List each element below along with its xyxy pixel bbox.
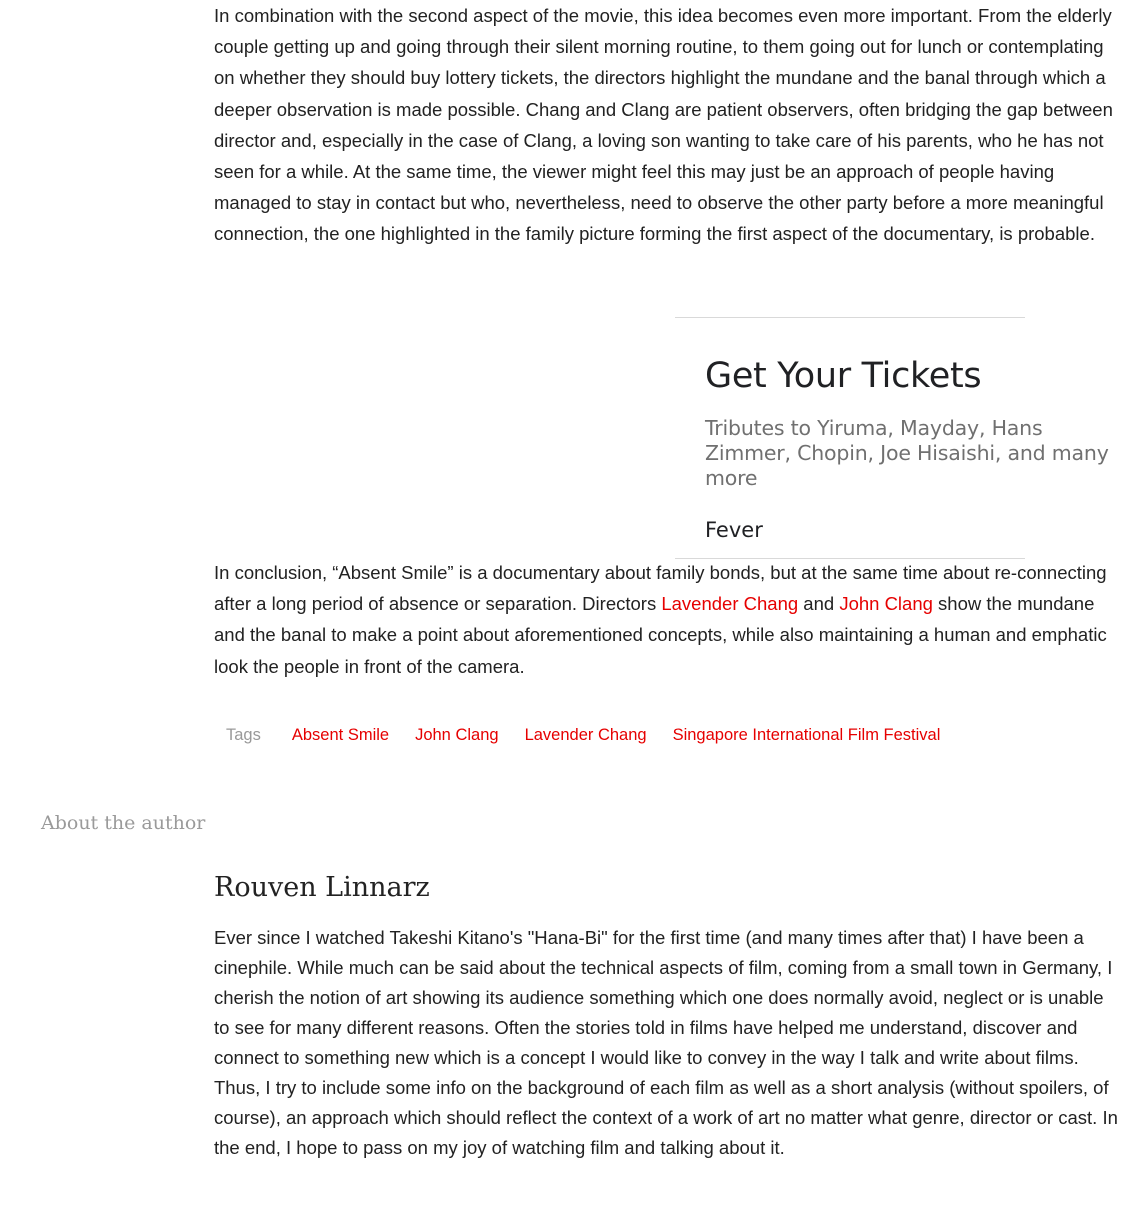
director-link-john-clang[interactable]: John Clang — [839, 593, 933, 615]
tag-john-clang[interactable]: John Clang — [415, 726, 499, 744]
tag-singapore-international-film-festival[interactable]: Singapore International Film Festival — [672, 726, 941, 744]
article-paragraph: In combination with the second aspect of the movie, this idea becomes even more important. From the elderly couple getting up and going through their silent morning routine, to them going out for lunch or contemplating on whether they should buy lottery tickets, the directors highlight the mundane and the banal through which a deeper observation is made possible. Chang and Clang are patient observers, often bridging the gap between director and, especially in the case of Clang, a loving son wanting to take care of his parents, who he has not seen for a while. At the same time, the viewer might feel this may just be an approach of people having managed to stay in contact but who, nevertheless, need to observe the other party before a more meaningful connection, the one highlighted in the family picture forming the first aspect of the documentary, is probable. — [214, 5, 1113, 245]
ad-advertiser[interactable]: Fever — [705, 518, 763, 542]
about-author-heading: About the author — [41, 812, 206, 834]
conclusion-text: show the mundane and the banal to make a point about aforementioned concepts, while also maintaining a human and emphatic look the people in front of the camera. — [214, 593, 1107, 677]
tag-absent-smile[interactable]: Absent Smile — [291, 726, 390, 744]
article-conclusion-paragraph — [214, 557, 1119, 682]
conclusion-text: In conclusion, “Absent Smile” is a documentary about family bonds, but at the same time about re-connecting after a long period of absence or separation. Directors — [214, 562, 1107, 615]
ad-card[interactable] — [675, 317, 1109, 559]
author-bio: Ever since I watched Takeshi Kitano's "Hana-Bi" for the first time (and many times after that) I have been a cinephile. While much can be said about the technical aspects of film, coming from a small town in Germany, I cherish the notion of art showing its audience something which one does normally avoid, neglect or is unable to see for many different reasons. Often the stories told in films have helped me understand, discover and connect to something new which is a concept I would like to convey in the way I talk and write about films. Thus, I try to include some info on the background of each film as well as a short analysis (without spoilers, of course), an approach which should reflect the context of a work of art no matter what genre, director or cast. In the end, I hope to pass on my joy of watching film and talking about it. — [214, 927, 1118, 1158]
director-link-lavender-chang[interactable]: Lavender Chang — [661, 593, 799, 615]
tags-row — [226, 726, 966, 748]
tag-lavender-chang[interactable]: Lavender Chang — [524, 726, 647, 744]
conclusion-text: and — [798, 593, 840, 615]
author-name[interactable]: Rouven Linnarz — [214, 872, 430, 903]
tags-label: Tags — [226, 726, 261, 744]
ad-title[interactable]: Get Your Tickets — [705, 356, 982, 396]
ad-description: Tributes to Yiruma, Mayday, Hans Zimmer, Chopin, Joe Hisaishi, and many more — [705, 416, 1109, 490]
